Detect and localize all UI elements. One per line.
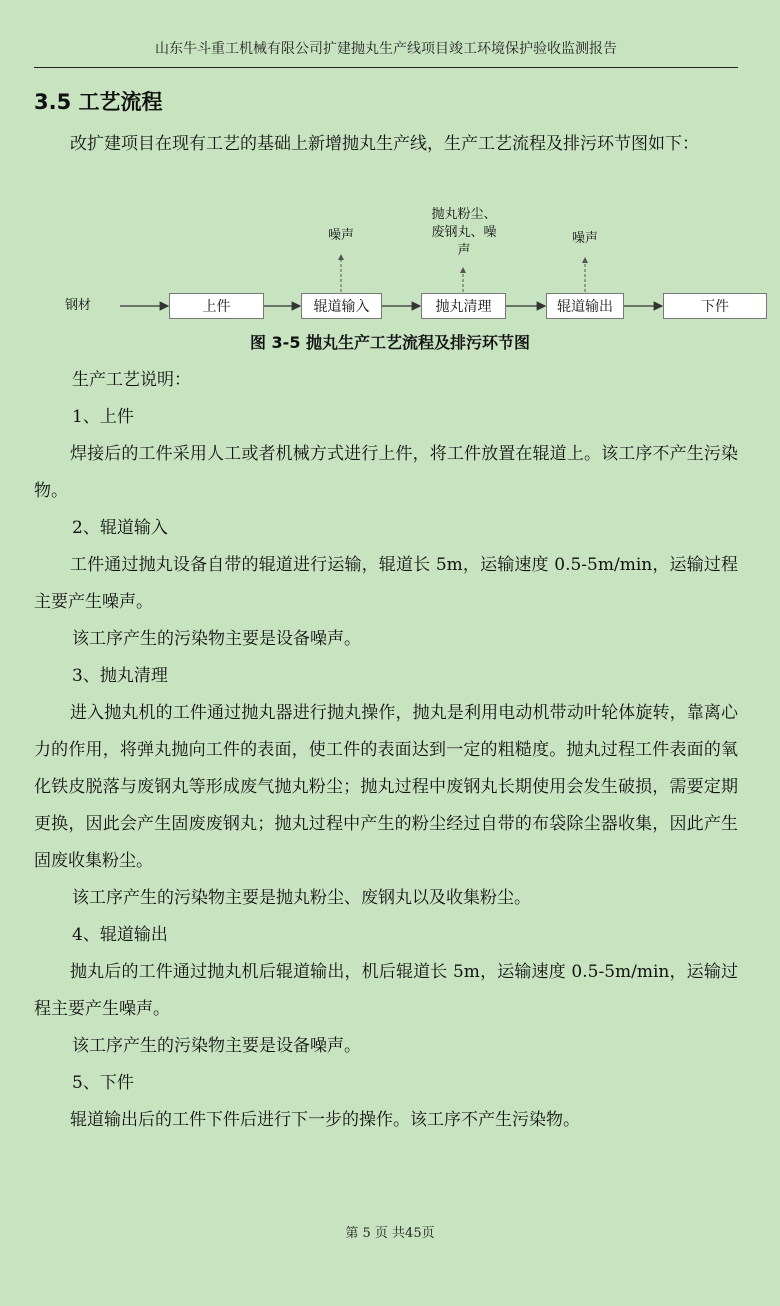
- emission-label-shot-blast-3: 声: [457, 243, 471, 258]
- section-title: 3.5 工艺流程: [34, 90, 163, 114]
- emission-label-conveyor-out: 噪声: [571, 231, 598, 246]
- step3-note: 该工序产生的污染物主要是抛丸粉尘、废钢丸以及收集粉尘。: [72, 888, 531, 908]
- figure-caption: 图 3-5 抛丸生产工艺流程及排污环节图: [249, 333, 531, 352]
- emission-label-shot-blast-2: 废钢丸、噪: [431, 225, 497, 240]
- page-number: 第 5 页 共45页: [345, 1226, 435, 1241]
- step1-title: 1、上件: [72, 407, 134, 427]
- report-header: 山东牛斗重工机械有限公司扩建抛丸生产线项目竣工环境保护验收监测报告: [155, 41, 617, 57]
- flow-step-unloading: 下件: [663, 293, 767, 319]
- flow-step-conveyor-out: 辊道输出: [546, 293, 624, 319]
- step3-title: 3、抛丸清理: [72, 666, 168, 686]
- emission-label-shot-blast-1: 抛丸粉尘、: [431, 207, 497, 222]
- step4-text: 抛丸后的工件通过抛丸机后辊道输出，机后辊道长 5m，运输速度 0.5-5m/min，运输过程主要产生噪声。: [34, 962, 738, 1019]
- emission-label-conveyor-in: 噪声: [327, 228, 354, 243]
- step1-text: 焊接后的工件采用人工或者机械方式进行上件，将工件放置在辊道上。该工序不产生污染物。: [34, 444, 738, 501]
- process-description-heading: 生产工艺说明：: [72, 370, 191, 390]
- intro-paragraph: 改扩建项目在现有工艺的基础上新增抛丸生产线，生产工艺流程及排污环节图如下：: [70, 134, 699, 154]
- step4-title: 4、辊道输出: [72, 925, 168, 945]
- flow-step-conveyor-in: 辊道输入: [301, 293, 382, 319]
- step2-note: 该工序产生的污染物主要是设备噪声。: [72, 629, 361, 649]
- step2-title: 2、辊道输入: [72, 518, 168, 538]
- step4-note: 该工序产生的污染物主要是设备噪声。: [72, 1036, 361, 1056]
- header-rule: [34, 67, 738, 68]
- flow-step-shot-blast: 抛丸清理: [421, 293, 506, 319]
- step3-text: 进入抛丸机的工件通过抛丸器进行抛丸操作，抛丸是利用电动机带动叶轮体旋转，靠离心力的作用，将弹丸抛向工件的表面，使工件的表面达到一定的粗糙度。抛丸过程工件表面的氧化铁皮脱落与废钢丸等形成废气抛丸粉尘；抛丸过程中废钢丸长期使用会发生破损，需要定期更换，因此会产生固废废钢丸；抛丸过程中产生的粉尘经过自带的布袋除尘器收集，因此产生固废收集粉尘。: [34, 703, 738, 871]
- step2-text: 工件通过抛丸设备自带的辊道进行运输，辊道长 5m，运输速度 0.5-5m/min，运输过程主要产生噪声。: [34, 555, 738, 612]
- step5-title: 5、下件: [72, 1073, 134, 1093]
- flow-step-loading: 上件: [169, 293, 264, 319]
- process-flow-diagram: [0, 200, 780, 330]
- step5-text: 辊道输出后的工件下件后进行下一步的操作。该工序不产生污染物。: [70, 1110, 580, 1130]
- flow-input-label: 钢材: [64, 298, 91, 313]
